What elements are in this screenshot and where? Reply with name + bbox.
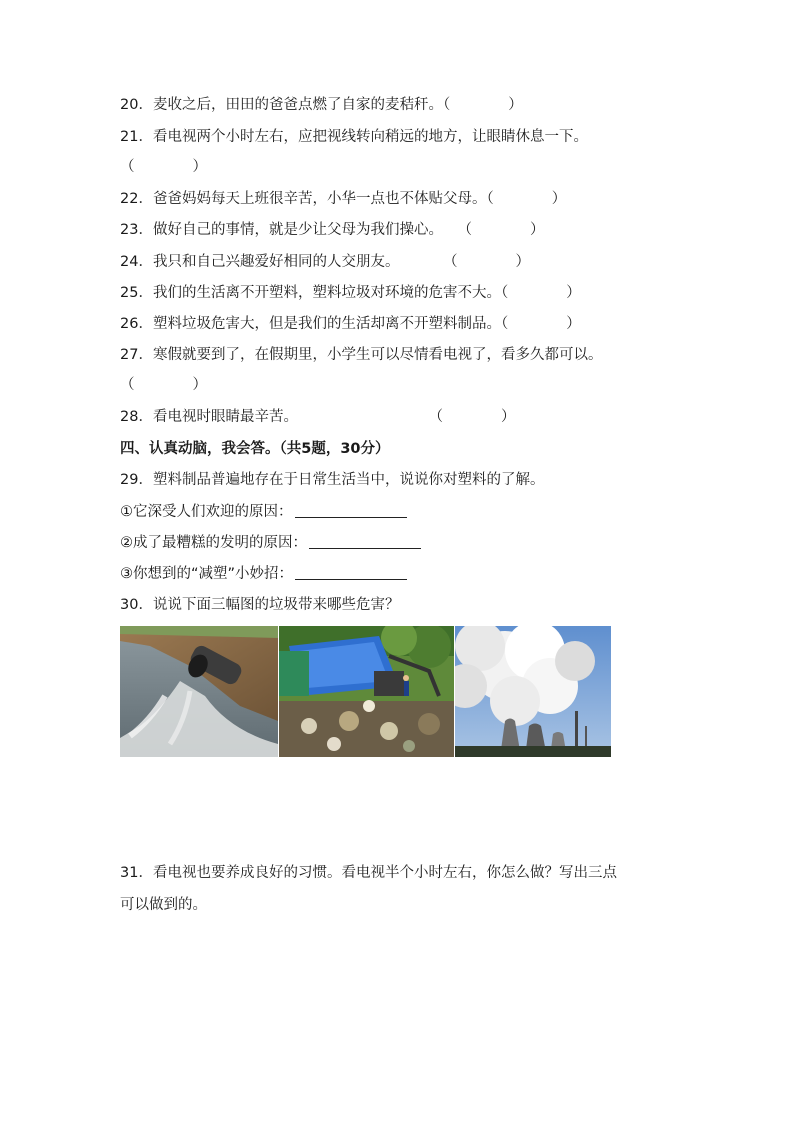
question-25: 25．我们的生活离不开塑料，塑料垃圾对环境的危害不大。（ ）: [120, 285, 581, 301]
q29-item-2-answer-line[interactable]: [309, 534, 421, 549]
question-31-line-2: 可以做到的。: [120, 897, 207, 913]
question-27-answer-blank: （ ）: [120, 377, 207, 393]
question-29: 29．塑料制品普遍地存在于日常生活当中，说说你对塑料的了解。: [120, 472, 545, 488]
photo-sewage-discharge: [120, 626, 278, 757]
question-22: 22．爸爸妈妈每天上班很辛苦，小华一点也不体贴父母。（ ）: [120, 191, 567, 207]
q29-item-1: [120, 501, 734, 523]
q29-item-3: [120, 563, 734, 585]
question-30: 30．说说下面三幅图的垃圾带来哪些危害？: [120, 597, 400, 613]
question-26: 26．塑料垃圾危害大，但是我们的生活却离不开塑料制品。（ ）: [120, 316, 581, 332]
question-21-answer-blank: （ ）: [120, 159, 207, 175]
question-23: 23．做好自己的事情，就是少让父母为我们操心。 （ ）: [120, 222, 545, 238]
question-28: 28．看电视时眼睛最辛苦。 （ ）: [120, 409, 516, 425]
photo-cooling-towers-smoke: [455, 626, 611, 757]
q29-item-3-label: ③你想到的“减塑”小妙招：: [120, 566, 294, 582]
q29-item-1-label: ①它深受人们欢迎的原因：: [120, 504, 293, 520]
question-27: 27．寒假就要到了，在假期里，小学生可以尽情看电视了，看多久都可以。: [120, 347, 603, 363]
question-31-line-1: 31．看电视也要养成良好的习惯。看电视半个小时左右，你怎么做？写出三点: [120, 865, 617, 881]
section-4-heading: 四、认真动脑，我会答。（共5题，30分）: [120, 441, 390, 457]
question-24: 24．我只和自己兴趣爱好相同的人交朋友。 （ ）: [120, 254, 530, 270]
question-21: 21．看电视两个小时左右，应把视线转向稍远的地方，让眼睛休息一下。: [120, 129, 588, 145]
q29-item-3-answer-line[interactable]: [295, 565, 407, 580]
question-20: 20．麦收之后，田田的爸爸点燃了自家的麦秸秆。（ ）: [120, 97, 523, 113]
q29-item-1-answer-line[interactable]: [295, 503, 407, 518]
q29-item-2-label: ②成了最糟糕的发明的原因：: [120, 535, 307, 551]
q29-item-2: [120, 532, 734, 554]
photo-garbage-landfill: [279, 626, 454, 757]
